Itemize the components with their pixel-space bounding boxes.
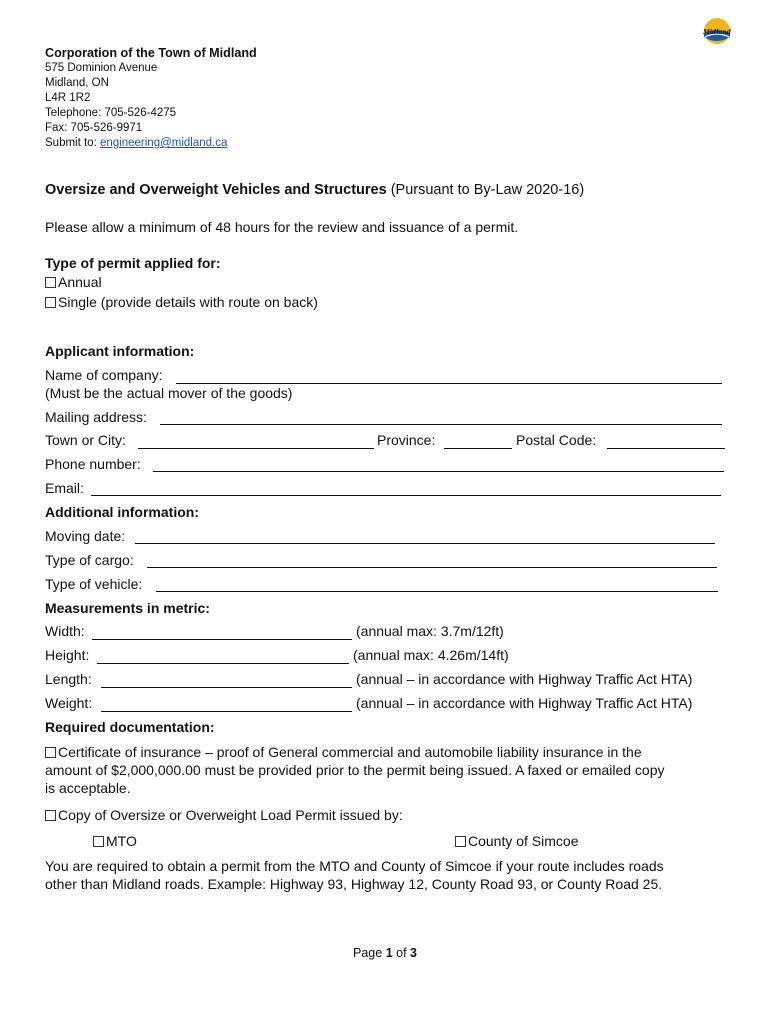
annual-label: Annual — [58, 274, 102, 290]
intro-text: Please allow a minimum of 48 hours for the review and issuance of a permit. — [45, 219, 519, 235]
additional-heading: Additional information: — [45, 504, 199, 520]
copy-permit-checkbox[interactable] — [45, 810, 56, 821]
moving-label: Moving date: — [45, 528, 126, 544]
town-field[interactable] — [138, 434, 374, 449]
email-label: Email: — [45, 480, 84, 496]
page-number — [0, 946, 770, 960]
permit-type-heading: Type of permit applied for: — [45, 255, 221, 271]
address-line: Midland, ON — [45, 77, 109, 89]
single-label: Single (provide details with route on back) — [58, 294, 318, 310]
height-label: Height: — [45, 647, 90, 663]
applicant-heading: Applicant information: — [45, 343, 195, 359]
weight-field[interactable] — [101, 697, 352, 712]
documentation-heading: Required documentation: — [45, 719, 215, 735]
moving-date-field[interactable] — [135, 529, 715, 544]
requirement-line: other than Midland roads. Example: Highway 93, Highway 12, County Road 93, or County Road 25. — [45, 876, 663, 892]
postal-label: Postal Code: — [516, 432, 597, 448]
copy-permit-option[interactable] — [45, 806, 403, 824]
county-option[interactable] — [455, 832, 579, 850]
title-sub: (Pursuant to By-Law 2020-16) — [390, 182, 585, 198]
annual-checkbox[interactable] — [45, 277, 56, 288]
phone-label: Phone number: — [45, 456, 141, 472]
width-field[interactable] — [92, 625, 352, 640]
telephone-line: Telephone: 705-526-4275 — [45, 107, 177, 119]
postal-field[interactable] — [607, 434, 725, 449]
width-label: Width: — [45, 623, 85, 639]
mto-label: MTO — [106, 833, 137, 849]
annual-option[interactable] — [45, 273, 102, 291]
height-note: (annual max: 4.26m/14ft) — [353, 647, 509, 663]
vehicle-label: Type of vehicle: — [45, 576, 143, 592]
title-main: Oversize and Overweight Vehicles and Structures — [45, 182, 387, 198]
cargo-field[interactable] — [147, 553, 717, 568]
measurements-heading: Measurements in metric: — [45, 600, 210, 616]
weight-label: Weight: — [45, 695, 93, 711]
county-checkbox[interactable] — [455, 836, 466, 847]
height-field[interactable] — [97, 649, 349, 664]
fax-line: Fax: 705-526-9971 — [45, 122, 143, 134]
requirement-paragraph — [45, 857, 745, 893]
company-field[interactable] — [176, 369, 722, 384]
mto-checkbox[interactable] — [93, 836, 104, 847]
logo-wordmark: Midland — [703, 29, 731, 36]
of-word: of — [396, 946, 407, 960]
mailing-field[interactable] — [160, 410, 722, 425]
submit-line — [45, 136, 257, 151]
company-label: Name of company: — [45, 367, 163, 383]
submit-email-link[interactable]: engineering@midland.ca — [99, 137, 228, 149]
province-label: Province: — [377, 432, 436, 448]
company-note: (Must be the actual mover of the goods) — [45, 385, 293, 401]
weight-note: (annual – in accordance with Highway Traffic Act HTA) — [356, 695, 693, 711]
address-line: L4R 1R2 — [45, 92, 91, 104]
length-label: Length: — [45, 671, 92, 687]
insurance-checkbox[interactable] — [45, 747, 56, 758]
town-label: Town or City: — [45, 432, 126, 448]
copy-permit-label: Copy of Oversize or Overweight Load Permit issued by: — [58, 807, 403, 823]
page-word: Page — [353, 946, 383, 960]
vehicle-field[interactable] — [156, 577, 718, 592]
page-total: 3 — [410, 946, 417, 960]
requirement-line: You are required to obtain a permit from the MTO and County of Simcoe if your route includes roads — [45, 858, 664, 874]
address-block — [45, 46, 257, 151]
insurance-line: Certificate of insurance – proof of General commercial and automobile liability insurance in the — [58, 744, 642, 760]
single-option[interactable] — [45, 293, 318, 311]
address-line: 575 Dominion Avenue — [45, 62, 158, 74]
mto-option[interactable] — [93, 832, 137, 850]
insurance-line: is acceptable. — [45, 780, 131, 796]
width-note: (annual max: 3.7m/12ft) — [356, 623, 504, 639]
page-current: 1 — [385, 946, 393, 960]
phone-field[interactable] — [153, 457, 724, 472]
province-field[interactable] — [444, 434, 512, 449]
cargo-label: Type of cargo: — [45, 552, 134, 568]
form-title — [45, 181, 584, 199]
insurance-line: amount of $2,000,000.00 must be provided prior to the permit being issued. A faxed or emailed copy — [45, 762, 665, 778]
town-logo — [702, 17, 732, 45]
email-field[interactable] — [91, 481, 721, 496]
length-note: (annual – in accordance with Highway Traffic Act HTA) — [356, 671, 693, 687]
insurance-option — [45, 743, 745, 797]
single-checkbox[interactable] — [45, 297, 56, 308]
length-field[interactable] — [101, 673, 352, 688]
org-name: Corporation of the Town of Midland — [45, 46, 257, 60]
submit-label: Submit to: — [45, 137, 97, 149]
county-label: County of Simcoe — [468, 833, 579, 849]
mailing-label: Mailing address: — [45, 409, 147, 425]
